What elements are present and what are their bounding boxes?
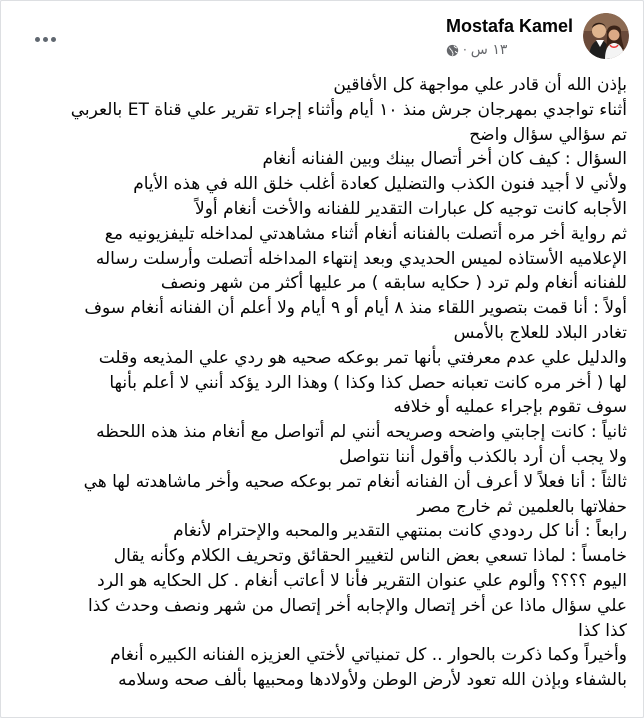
avatar[interactable]	[583, 13, 629, 59]
post-text-line: ولا يجب أن أرد بالكذب وأقول أننا نتواصل	[339, 446, 627, 467]
post-text-line: والدليل علي عدم معرفتي بأنها تمر بوعكه صحيه هو ردي علي المذيعه وقلت	[98, 347, 627, 368]
more-options-icon	[35, 37, 40, 42]
post-text-line: حفلاتها بالعلمين ثم خارج مصر	[417, 496, 627, 517]
post-header	[15, 13, 629, 65]
post-text-line: أثناء تواجدي بمهرجان جرش منذ ١٠ أيام وأثناء إجراء تقرير علي قناة ET بالعربي	[70, 99, 627, 120]
more-options-button[interactable]	[33, 29, 57, 49]
timestamp-row	[446, 42, 573, 58]
post-text-line: كذا كذا	[578, 620, 627, 641]
post-text-line: خامساً : لماذا تسعي بعض الناس لتغيير الحقائق وتحريف الكلام وكأنه يقال	[113, 546, 627, 567]
post-text-line: ثانياً : كانت إجابتي واضحه وصريحه أنني لم أتواصل مع أنغام منذ هذه اللحظه	[96, 422, 627, 443]
post-text-line: علي سؤال ماذا عن أخر إتصال والإجابه أخر إتصال من شهر ونصف وحدث كذا	[88, 595, 627, 616]
post-text-line: ولأني لا أجيد فنون الكذب والتضليل كعادة أغلب خلق الله في هذه الأيام	[133, 174, 627, 195]
post-text-line: لها ( أخر مره كانت تعبانه حصل كذا وكذا ) وهذا الرد يؤكد أنني لا أعلم بأنها	[109, 372, 627, 393]
post-text-line: بالشفاء وبإذن الله تعود لأرض الوطن ولأولادها ومحبيها بألف صحه وسلامه	[118, 670, 627, 691]
post-text-line: تم سؤالي سؤال واضح	[469, 124, 627, 145]
post-text-line: تغادر البلاد للعلاج بالأمس	[453, 322, 627, 343]
post-text-line: وأخيراً وكما ذكرت بالحوار .. كل تمنياتي لأختي العزيزه الفنانه الكبيره أنغام	[110, 645, 627, 666]
post-text-line: الأجابه كانت توجيه كل عبارات التقدير للفنانه والأخت أنغام أولاً	[195, 198, 627, 219]
post-text-line: سوف تقوم بإجراء عمليه أو خلافه	[393, 397, 627, 418]
more-options-icon	[43, 37, 48, 42]
post-text-line: اليوم ؟؟؟؟ وألوم علي عنوان التقرير فأنا لا أعاتب أنغام . كل الحكايه هو الرد	[97, 570, 627, 591]
post-text-line: ثالثاً : أنا فعلاً لا أعرف أن الفنانه أنغام تمر بوعكه صحيه وأخر ماشاهدته لها هي	[83, 471, 627, 492]
post-text-line: بإذن الله أن قادر علي مواجهة كل الأفاقين	[333, 75, 627, 95]
post-text-line: الإعلاميه الأستاذه لميس الحديدي وبعد إنتهاء المداخله أتصلت وأرسلت رساله	[95, 248, 627, 269]
dot-separator: ·	[462, 43, 467, 57]
post-text-line: السؤال : كيف كان أخر أتصال بينك وبين الفنانه أنغام	[262, 149, 627, 170]
post-body	[15, 73, 627, 717]
post-text-line: ثم رواية أخر مره أتصلت بالفنانه أنغام أثناء مشاهدتي لمداخله تليفزيونيه مع	[104, 223, 627, 244]
post-timestamp[interactable]: ١٣ س	[470, 42, 508, 58]
more-options-icon	[51, 37, 56, 42]
globe-icon	[446, 44, 459, 57]
post-text-line: للفنانه أنغام ولم ترد ( حكايه سابقه ) مر عليها أكثر من شهر ونصف	[160, 273, 627, 294]
author-name[interactable]: Mostafa Kamel	[445, 16, 573, 36]
post-text-line: أولاً : أنا قمت بتصوير اللقاء منذ ٨ أيام أو ٩ أيام ولا أعلم أن الفنانه أنغام سوف	[84, 298, 627, 319]
author-block	[446, 13, 629, 59]
post-text-line: رابعاً : أنا كل ردودي كانت بمنتهي التقدير والمحبه والإحترام لأنغام	[173, 521, 627, 542]
author-meta	[446, 13, 573, 58]
